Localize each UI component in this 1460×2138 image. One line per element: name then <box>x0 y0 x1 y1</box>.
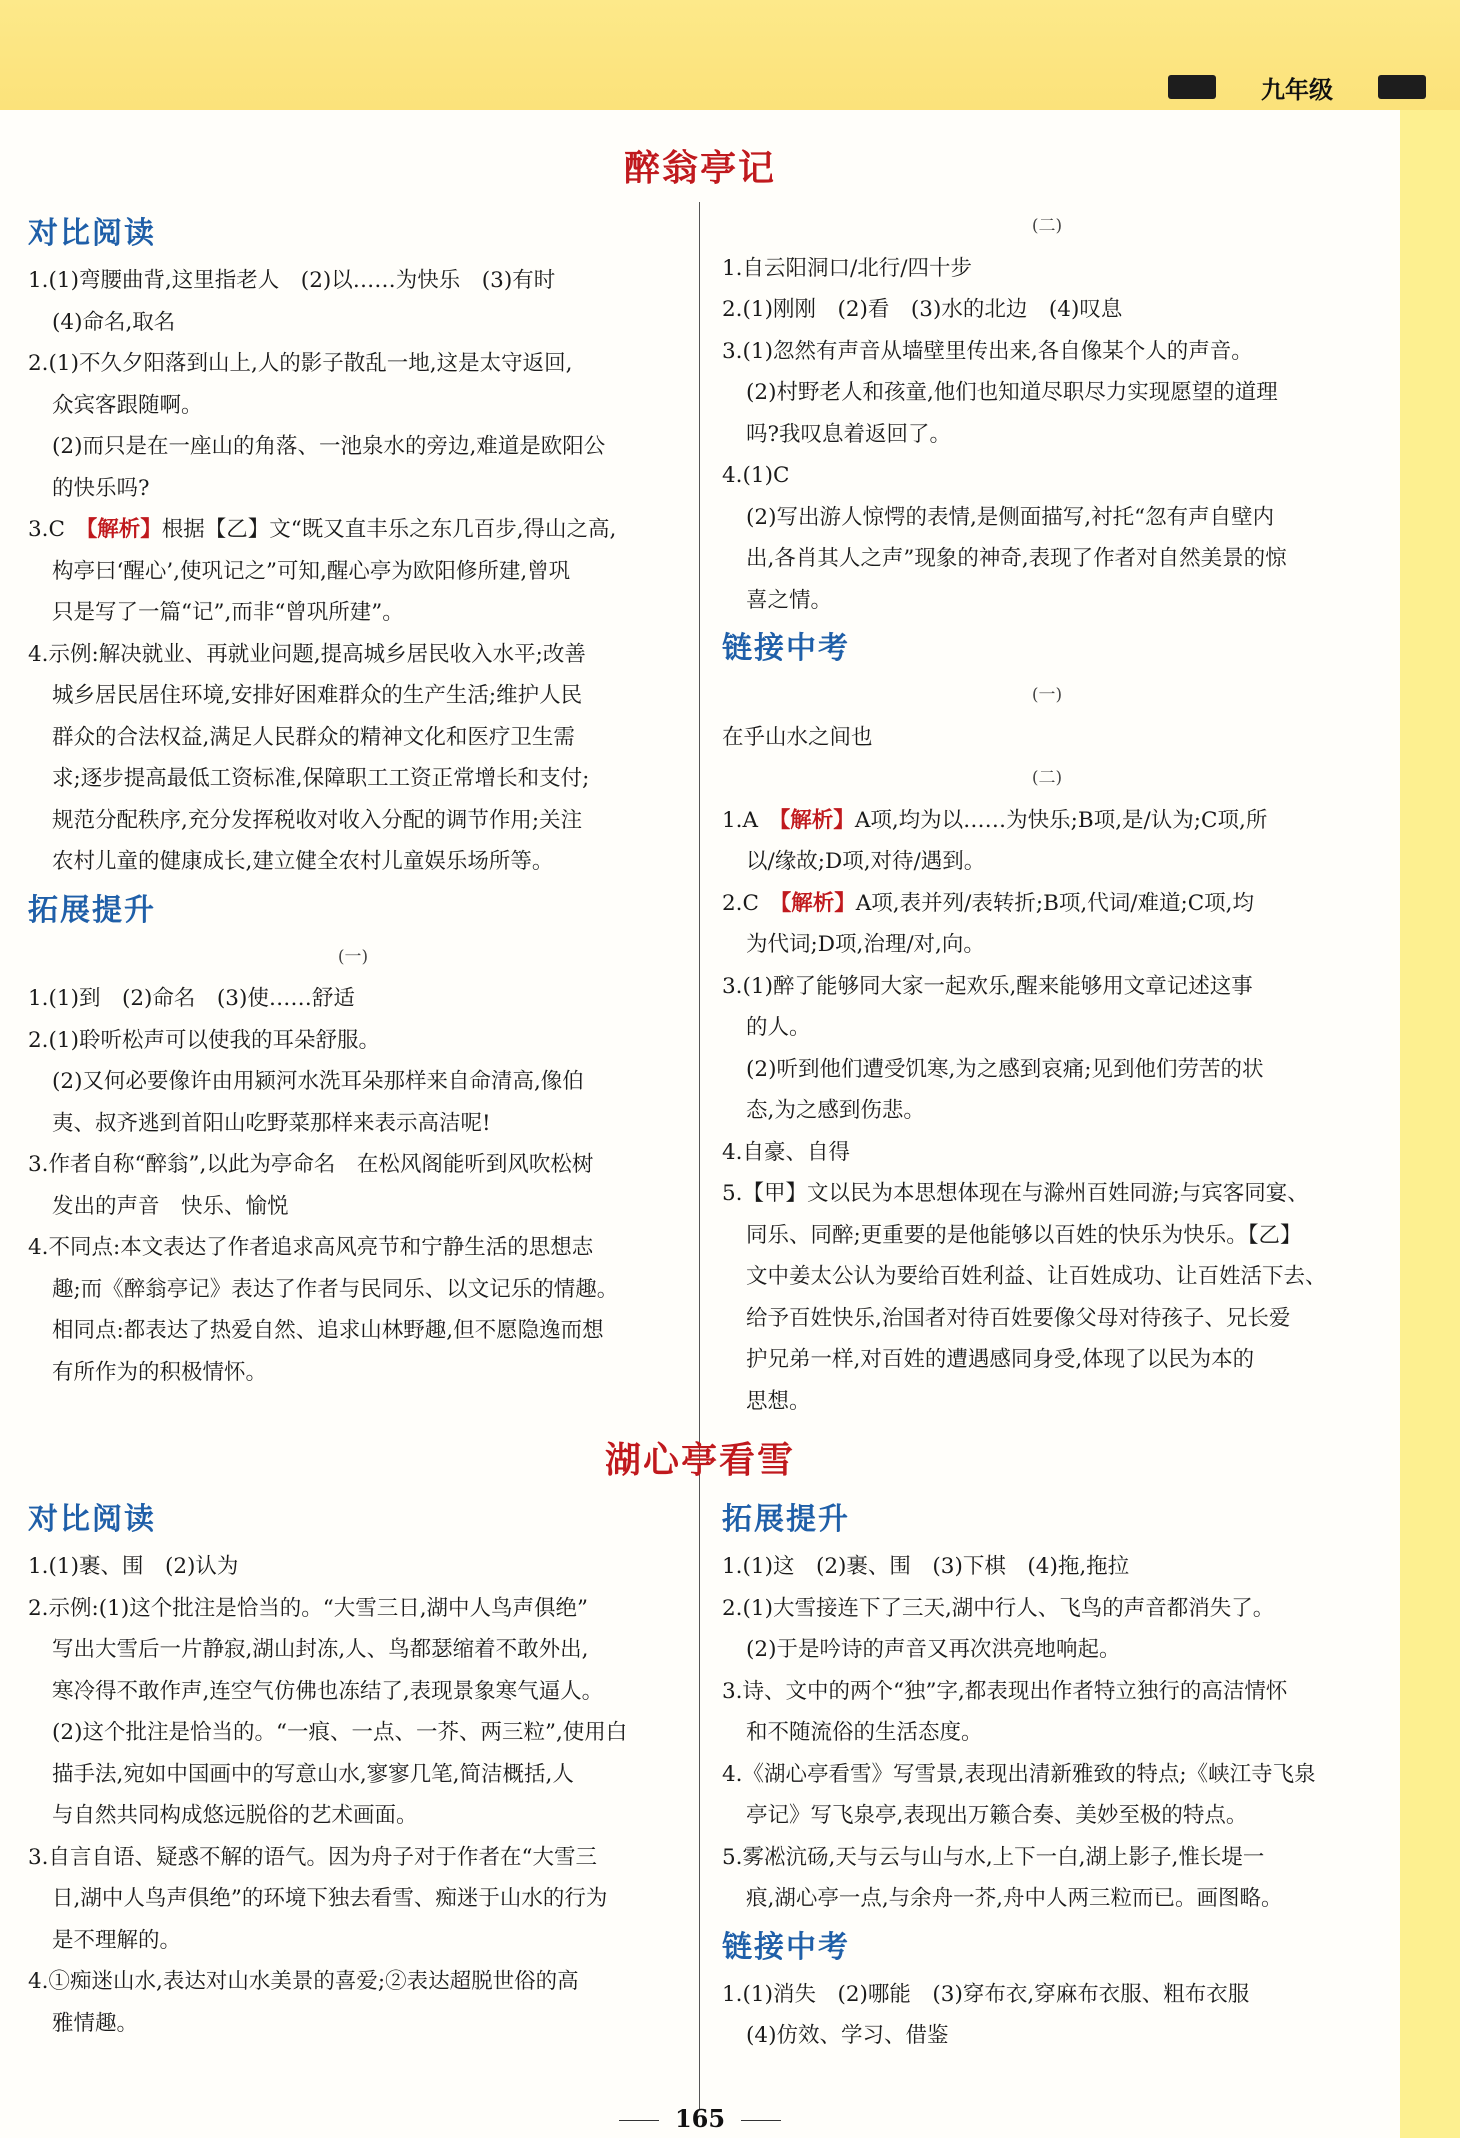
answer-line: 3.作者自称“醉翁”,以此为亭命名 在松风阁能听到风吹松树 <box>28 1152 594 1177</box>
article2-right-column <box>722 1492 1372 2057</box>
side-strip <box>1400 110 1460 2138</box>
answer-line: 的快乐吗? <box>52 475 150 501</box>
answer-line <box>28 509 678 551</box>
answer-line: 4.《湖心亭看雪》写雪景,表现出清新雅致的特点;《峡江寺飞泉 <box>722 1761 1316 1787</box>
answer-line: 2.(1)聆听松声可以使我的耳朵舒服。 <box>28 1027 380 1053</box>
answer-line: 在乎山水之间也 <box>722 724 873 750</box>
answer-line: (2)又何必要像许由用颍河水洗耳朵那样来自命清高,像伯 <box>52 1069 584 1094</box>
answer-line: 3.(1)醉了能够同大家一起欢乐,醒来能够用文章记述这事 <box>722 973 1253 999</box>
subsection-label: (二) <box>1031 768 1063 788</box>
section-title: 对比阅读 <box>28 1502 156 1537</box>
page-footer <box>0 2104 1400 2133</box>
answer-line: 3.自言自语、疑惑不解的语气。因为舟子对于作者在“大雪三 <box>28 1844 598 1870</box>
answer-line: 只是写了一篇“记”,而非“曾巩所建”。 <box>52 600 404 625</box>
column-divider <box>699 202 700 1524</box>
analysis-tag: 【解析】 <box>779 807 855 833</box>
answer-line: 出,各肖其人之声”现象的神奇,表现了作者对自然美景的惊 <box>746 546 1287 571</box>
answer-line: 2.(1)不久夕阳落到山上,人的影子散乱一地,这是太守返回, <box>28 351 573 376</box>
answer-line: 与自然共同构成悠远脱俗的艺术画面。 <box>52 1803 418 1828</box>
answer-line: 3.诗、文中的两个“独”字,都表现出作者特立独行的高洁情怀 <box>722 1678 1288 1704</box>
answer-line: (2)而只是在一座山的角落、一池泉水的旁边,难道是欧阳公 <box>52 434 606 459</box>
subsection-label: (一) <box>337 946 369 967</box>
answer-line: 1.(1)消失 (2)哪能 (3)穿布衣,穿麻布衣服、粗布衣服 <box>722 1981 1250 2007</box>
section-title: 拓展提升 <box>722 1502 850 1537</box>
badge-block-right <box>1378 75 1426 99</box>
column-divider <box>699 1498 700 2110</box>
badge-block-left <box>1168 75 1216 99</box>
section-title: 链接中考 <box>722 631 850 666</box>
answer-line: 同乐、同醉;更重要的是他能够以百姓的快乐为快乐。【乙】 <box>746 1222 1302 1248</box>
answer-line: 构亭曰‘醒心’,使巩记之”可知,醒心亭为欧阳修所建,曾巩 <box>52 558 571 584</box>
answer-text: A项,表并列/表转折;B项,代词/难道;C项,均 <box>855 890 1254 916</box>
article1-left-column <box>28 206 678 1393</box>
answer-line: 文中姜太公认为要给百姓利益、让百姓成功、让百姓活下去、 <box>746 1264 1327 1289</box>
section-title: 拓展提升 <box>28 892 156 928</box>
answer-line: 日,湖中人鸟声俱绝”的环境下独去看雪、痴迷于山水的行为 <box>52 1886 608 1911</box>
answer-line: 护兄弟一样,对百姓的遭遇感同身受,体现了以民为本的 <box>746 1347 1255 1372</box>
answer-line: 群众的合法权益,满足人民群众的精神文化和医疗卫生需 <box>52 724 575 750</box>
answer-line: 为代词;D项,治理/对,向。 <box>746 932 985 957</box>
answer-line: 态,为之感到伤悲。 <box>746 1098 925 1123</box>
grade-label: 九年级 <box>1261 75 1333 104</box>
footer-dash-right <box>741 2120 781 2121</box>
answer-line <box>722 800 1372 842</box>
analysis-tag: 【解析】 <box>86 517 162 542</box>
answer-line: 写出大雪后一片静寂,湖山封冻,人、鸟都瑟缩着不敢外出, <box>52 1637 589 1662</box>
answer-text: A项,均为以……为快乐;B项,是/认为;C项,所 <box>854 807 1268 833</box>
analysis-tag: 【解析】 <box>780 890 856 916</box>
answer-line: (4)命名,取名 <box>52 309 176 335</box>
article-title-2: 湖心亭看雪 <box>604 1440 795 1481</box>
answer-prefix: 1.A <box>722 807 780 833</box>
article-title-1: 醉翁亭记 <box>623 148 776 189</box>
answer-line: 4.示例:解决就业、再就业问题,提高城乡居民收入水平;改善 <box>28 641 586 667</box>
answer-line: 农村儿童的健康成长,建立健全农村儿童娱乐场所等。 <box>52 849 554 874</box>
answer-line: (2)这个批注是恰当的。“一痕、一点、一芥、两三粒”,使用白 <box>52 1720 628 1745</box>
answer-line: 2.示例:(1)这个批注是恰当的。“大雪三日,湖中人鸟声俱绝” <box>28 1595 589 1621</box>
answer-line: (2)听到他们遭受饥寒,为之感到哀痛;见到他们劳苦的状 <box>746 1056 1264 1082</box>
section-title: 对比阅读 <box>28 216 156 251</box>
answer-line: 痕,湖心亭一点,与余舟一芥,舟中人两三粒而已。画图略。 <box>746 1886 1283 1911</box>
answer-line: 吗?我叹息着返回了。 <box>746 421 952 447</box>
answer-line: 的人。 <box>746 1015 811 1040</box>
answer-line: 是不理解的。 <box>52 1927 182 1953</box>
answer-line: 相同点:都表达了热爱自然、追求山林野趣,但不愿隐逸而想 <box>52 1318 604 1343</box>
article1-right-column <box>722 206 1372 1422</box>
subsection-label: (一) <box>1031 685 1063 705</box>
answer-line: 夷、叔齐逃到首阳山吃野菜那样来表示高洁呢! <box>52 1110 491 1136</box>
answer-line: 亭记》写飞泉亭,表现出万籁合奏、美妙至极的特点。 <box>746 1803 1248 1828</box>
grade-badge <box>1168 72 1426 102</box>
answer-line: 1.(1)到 (2)命名 (3)使……舒适 <box>28 986 355 1011</box>
answer-line: 喜之情。 <box>746 587 833 613</box>
answer-line: 规范分配秩序,充分发挥税收对收入分配的调节作用;关注 <box>52 807 583 833</box>
answer-line: 1.(1)裹、围 (2)认为 <box>28 1554 239 1579</box>
answer-line: 5.雾凇沆砀,天与云与山与水,上下一白,湖上影子,惟长堤一 <box>722 1844 1265 1870</box>
answer-line: 1.自云阳洞口/北行/四十步 <box>722 255 973 281</box>
answer-prefix: 3.C <box>28 517 87 542</box>
answer-line: (2)村野老人和孩童,他们也知道尽职尽力实现愿望的道理 <box>746 380 1278 405</box>
answer-line <box>722 883 1372 925</box>
answer-line: 众宾客跟随啊。 <box>52 392 203 418</box>
answer-line: 城乡居民居住环境,安排好困难群众的生产生活;维护人民 <box>52 683 583 708</box>
answer-line: 2.(1)刚刚 (2)看 (3)水的北边 (4)叹息 <box>722 297 1123 322</box>
answer-line: 给予百姓快乐,治国者对待百姓要像父母对待孩子、兄长爱 <box>746 1305 1291 1331</box>
page-number: 165 <box>674 2104 726 2133</box>
article2-left-column <box>28 1492 678 2044</box>
answer-line: 描手法,宛如中国画中的写意山水,寥寥几笔,简洁概括,人 <box>52 1761 574 1787</box>
answer-line: 求;逐步提高最低工资标准,保障职工工资正常增长和支付; <box>52 766 590 791</box>
answer-line: 雅情趣。 <box>52 2010 139 2036</box>
answer-line: (4)仿效、学习、借鉴 <box>746 2023 949 2048</box>
page-body <box>0 110 1400 2138</box>
answer-line: 4.不同点:本文表达了作者追求高风亮节和宁静生活的思想志 <box>28 1235 594 1260</box>
answer-line: 1.(1)这 (2)裹、围 (3)下棋 (4)拖,拖拉 <box>722 1554 1130 1579</box>
answer-line: 4.①痴迷山水,表达对山水美景的喜爱;②表达超脱世俗的高 <box>28 1969 579 1994</box>
answer-line: 3.(1)忽然有声音从墙壁里传出来,各自像某个人的声音。 <box>722 338 1253 364</box>
answer-line: 和不随流俗的生活态度。 <box>746 1720 983 1745</box>
answer-line: 以/缘故;D项,对待/遇到。 <box>746 849 986 874</box>
section-title: 链接中考 <box>722 1929 850 1965</box>
footer-dash-left <box>619 2120 659 2121</box>
answer-line: (2)于是吟诗的声音又再次洪亮地响起。 <box>746 1637 1121 1662</box>
answer-line: (2)写出游人惊愕的表情,是侧面描写,衬托“忽有声自壁内 <box>746 504 1275 530</box>
answer-line: 1.(1)弯腰曲背,这里指老人 (2)以……为快乐 (3)有时 <box>28 268 556 293</box>
answer-line: 思想。 <box>746 1388 811 1414</box>
answer-line: 寒冷得不敢作声,连空气仿佛也冻结了,表现景象寒气逼人。 <box>52 1678 604 1704</box>
answer-text: 根据【乙】文“既又直丰乐之东几百步,得山之高, <box>161 517 617 542</box>
answer-line: 发出的声音 快乐、愉悦 <box>52 1193 289 1219</box>
subsection-label: (二) <box>1031 216 1063 236</box>
answer-prefix: 2.C <box>722 890 781 916</box>
answer-line: 4.(1)C <box>722 463 790 488</box>
answer-line: 2.(1)大雪接连下了三天,湖中行人、飞鸟的声音都消失了。 <box>722 1595 1275 1621</box>
answer-line: 有所作为的积极情怀。 <box>52 1359 268 1385</box>
answer-line: 5.【甲】文以民为本思想体现在与滁州百姓同游;与宾客同宴、 <box>722 1181 1309 1206</box>
answer-line: 4.自豪、自得 <box>722 1139 851 1165</box>
answer-line: 趣;而《醉翁亭记》表达了作者与民同乐、以文记乐的情趣。 <box>52 1276 619 1302</box>
